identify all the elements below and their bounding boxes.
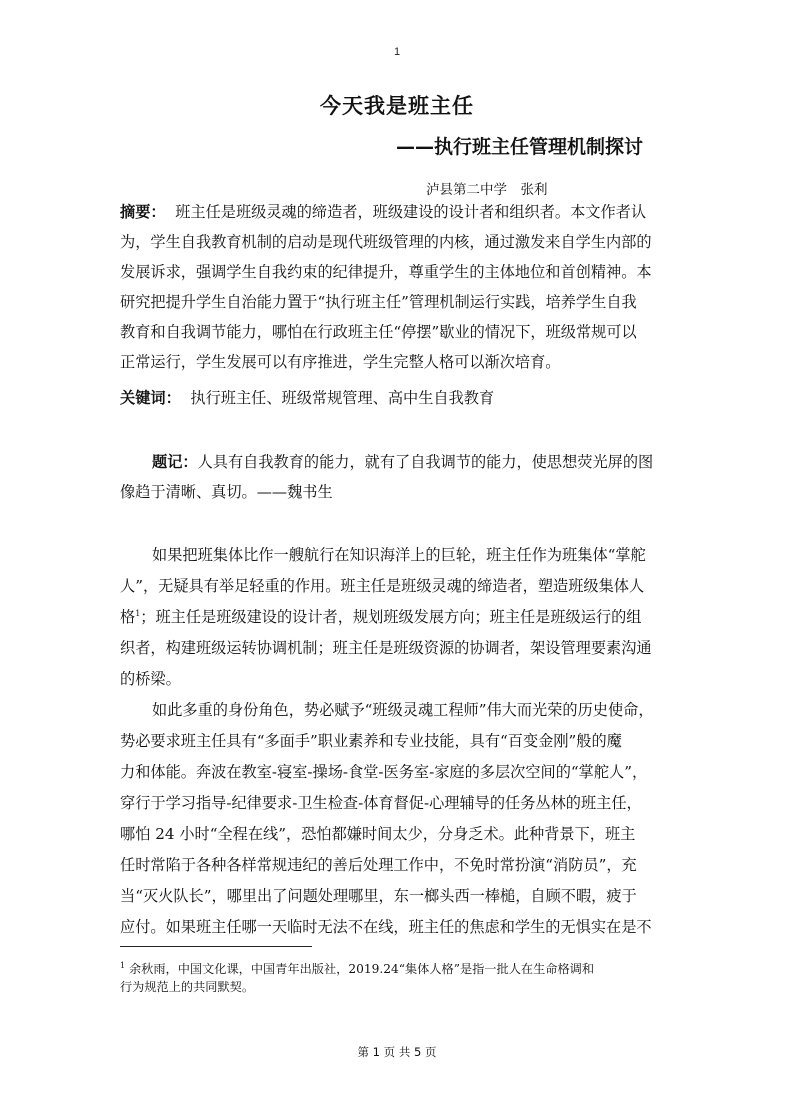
abstract-line: 为，学生自我教育机制的启动是现代班级管理的内核，通过激发来自学生内部的	[120, 233, 652, 251]
body-line: 哪怕 24 小时“全程在线”，恐怕都嫌时间太少，分身乏术。此种背景下，班主	[120, 825, 636, 843]
footnote-reference[interactable]: 1	[135, 608, 141, 618]
body-line: 如果把班集体比作一艘航行在知识海洋上的巨轮，班主任作为班集体“掌舵	[152, 546, 646, 564]
body-line: 的桥梁。	[120, 670, 181, 688]
keywords-line	[120, 388, 494, 408]
body-line: 应付。如果班主任哪一天临时无法不在线，班主任的焦虑和学生的无惧实在是不	[120, 918, 652, 936]
abstract-line: 正常运行，学生发展可以有序推进，学生完整人格可以渐次培育。	[120, 353, 561, 371]
page-footer: 第 1 页 共 5 页	[357, 1045, 437, 1059]
abstract-label: 摘要：	[120, 203, 166, 221]
document-title: 今天我是班主任	[320, 94, 474, 118]
epigraph-line	[152, 452, 653, 472]
body-line: 任时常陷于各种各样常规违纪的善后处理工作中，不免时常扮演“消防员”，充	[120, 856, 637, 874]
document-subtitle: ——执行班主任管理机制探讨	[396, 136, 644, 158]
author-line: 泸县第二中学 张利	[426, 182, 548, 198]
body-line: 势必要求班主任具有“多面手”职业素养和专业技能，具有“百变金刚”般的魔	[120, 732, 622, 750]
body-line: 人”，无疑具有举足轻重的作用。班主任是班级灵魂的缔造者，塑造班级集体人	[120, 577, 645, 595]
header-page-number: 1	[393, 46, 401, 58]
body-line	[120, 607, 641, 627]
body-line: 穿行于学习指导-纪律要求-卫生检查-体育督促-心理辅导的任务丛林的班主任，	[120, 794, 642, 812]
abstract-text: 班主任是班级灵魂的缔造者，班级建设的设计者和组织者。本文作者认	[175, 203, 647, 221]
footnote-line	[120, 960, 594, 978]
abstract-line	[120, 202, 646, 222]
body-text: ；班主任是班级建设的设计者，规划班级发展方向；班主任是班级运行的组	[140, 608, 642, 626]
footnote-line: 行为规范上的共同默契。	[120, 980, 255, 994]
epigraph-label: 题记：	[152, 453, 198, 471]
keywords-text: 执行班主任、班级常规管理、高中生自我教育	[190, 389, 495, 407]
keywords-label: 关键词：	[120, 389, 181, 407]
body-line: 如此多重的身份角色，势必赋予“班级灵魂工程师”伟大而光荣的历史使命，	[152, 701, 654, 719]
footnote-text: 余秋雨，中国文化课，中国青年出版社，2019.24“集体人格”是指一批人在生命格调和	[128, 962, 595, 976]
epigraph-text: 人具有自我教育的能力，就有了自我调节的能力，使思想荧光屏的图	[197, 453, 654, 471]
body-line: 力和体能。奔波在教室-寝室-操场-食堂-医务室-家庭的多层次空间的“掌舵人”，	[120, 763, 648, 781]
body-line: 当“灭火队长”，哪里出了问题处理哪里，东一榔头西一棒槌，自顾不暇，疲于	[120, 887, 637, 905]
body-text: 格	[120, 608, 136, 626]
body-line: 织者，构建班级运转协调机制；班主任是班级资源的协调者，架设管理要素沟通	[120, 639, 652, 657]
abstract-line: 教育和自我调节能力，哪怕在行政班主任“停摆”歇业的情况下，班级常规可以	[120, 323, 637, 341]
footnote-divider	[120, 946, 312, 947]
epigraph-line: 像趋于清晰、真切。——魏书生	[120, 483, 333, 501]
abstract-line: 发展诉求，强调学生自我约束的纪律提升，尊重学生的主体地位和首创精神。本	[120, 263, 652, 281]
footnote-number: 1	[120, 960, 126, 970]
abstract-line: 研究把提升学生自治能力置于“执行班主任”管理机制运行实践，培养学生自我	[120, 293, 637, 311]
